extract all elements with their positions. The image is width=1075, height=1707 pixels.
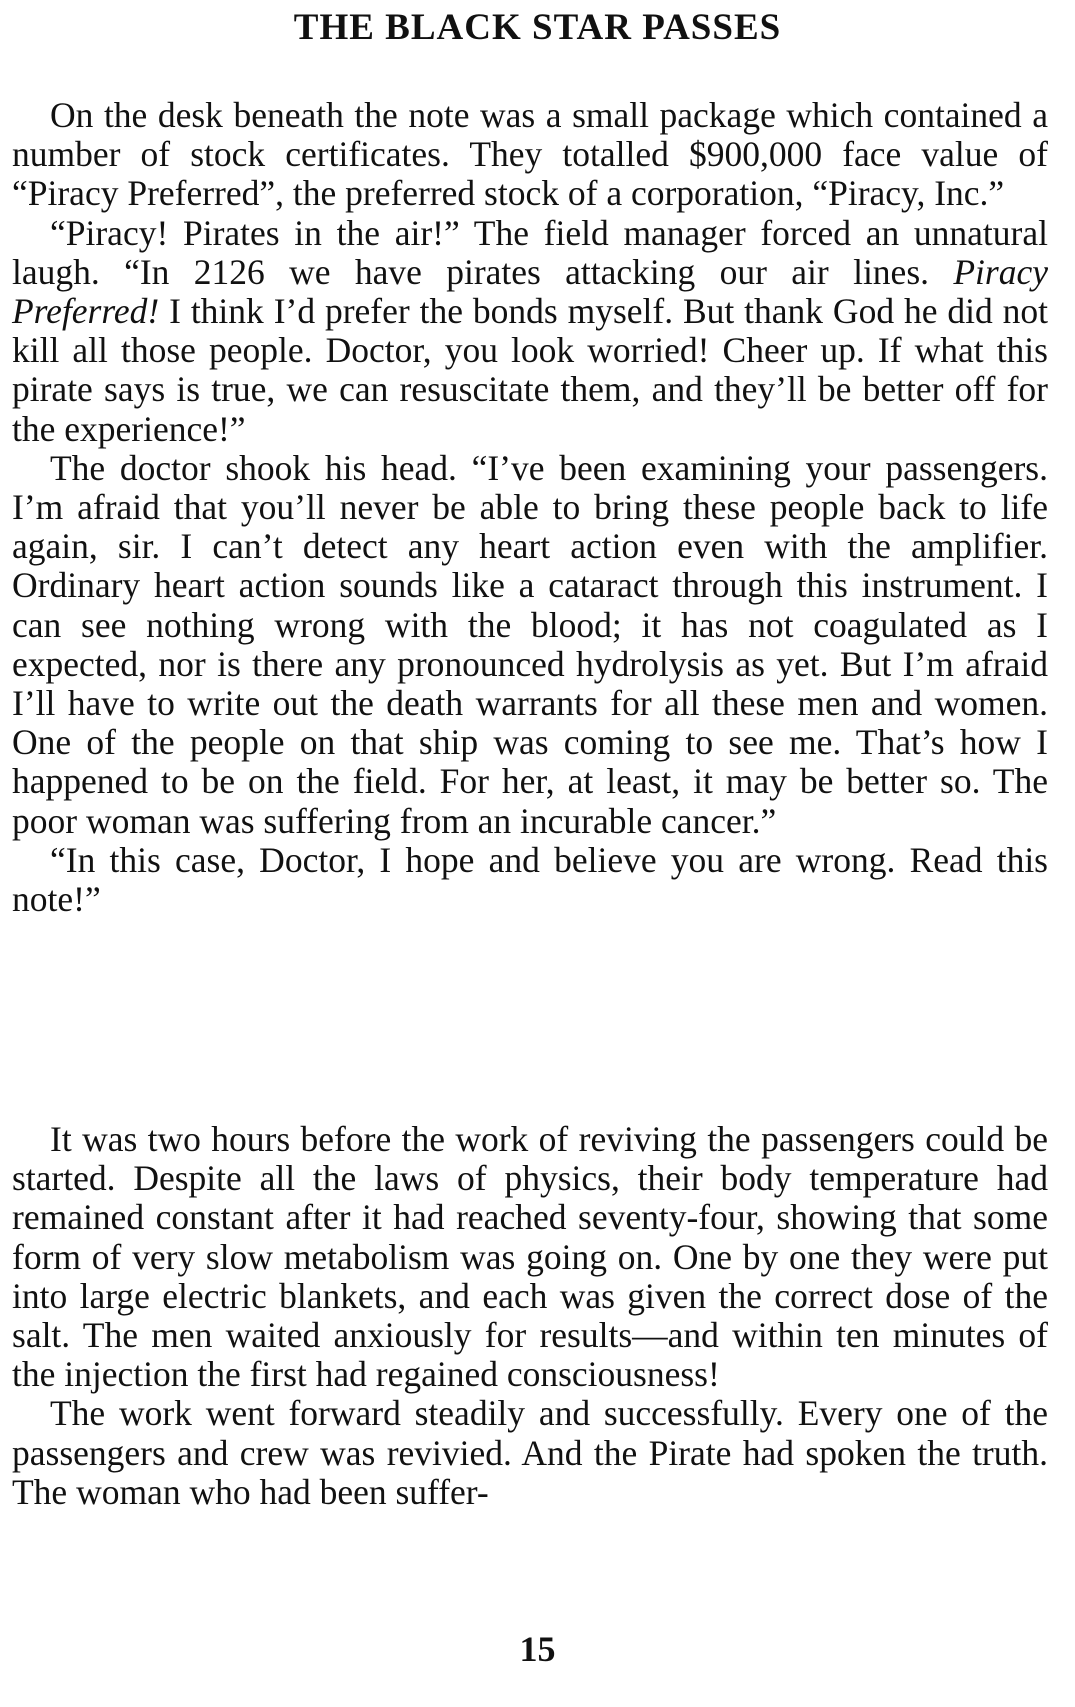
text-section-1 xyxy=(12,96,1048,919)
page-number: 15 xyxy=(519,1629,556,1669)
running-title: THE BLACK STAR PASSES xyxy=(293,7,782,48)
paragraph-doctor: The doctor shook his head. “I’ve been examining your passengers. I’m afraid that you’ll never be able to bring these people back to life again, sir. I can’t detect any heart action even with the amplifier. Ordinary heart action sounds like a cataract through this instrument. I can see nothing wrong with the blood; it has not coagulated as I expected, nor is there any pronounced hydrolysis as yet. But I’m afraid I’ll have to write out the death warrants for all these men and women. One of the people on that ship was coming to see me. That’s how I happened to be on the field. For her, at least, it may be better so. The poor woman was suffering from an incurable cancer.” xyxy=(12,447,1048,841)
piracy-preferred-emphasis: Piracy Preferred! xyxy=(12,251,1048,332)
paragraph-work-forward: The work went forward steadily and successfully. Every one of the passengers and crew was revivied. And the Pirate had spoken the truth. The woman who had been suffer- xyxy=(12,1393,1048,1512)
paragraph-stock-certificates: On the desk beneath the note was a small package which contained a number of stock certificates. They totalled $900,000 face value of “Piracy Preferred”, the preferred stock of a corporation, “Piracy, Inc.” xyxy=(12,95,1048,214)
field-manager-text-start: “Piracy! Pirates in the air!” The field manager forced an unnatural laugh. “In 2126 we have pirates attacking our air lines. xyxy=(12,212,1048,292)
text-section-2 xyxy=(12,1120,1048,1512)
paragraph-reviving: It was two hours before the work of reviving the passengers could be started. Despite all the laws of physics, their body temperature had remained constant after it had reached seventy-four, showing that some form of very slow metabolism was going on. One by one they were put into large electric blankets, and each was given the correct dose of the salt. The men waited anxiously for results—and within ten minutes of the injection the first had regained consciousness! xyxy=(12,1119,1048,1395)
field-manager-text-end: I think I’d prefer the bonds myself. But thank God he did not kill all those people. Doctor, you look worried! Cheer up. If what this pirate says is true, we can resuscitate them, and they’ll be better off for the experience!” xyxy=(12,291,1048,449)
paragraph-read-note: “In this case, Doctor, I hope and believe you are wrong. Read this note!” xyxy=(12,839,1048,920)
paragraph-field-manager xyxy=(12,214,1048,449)
